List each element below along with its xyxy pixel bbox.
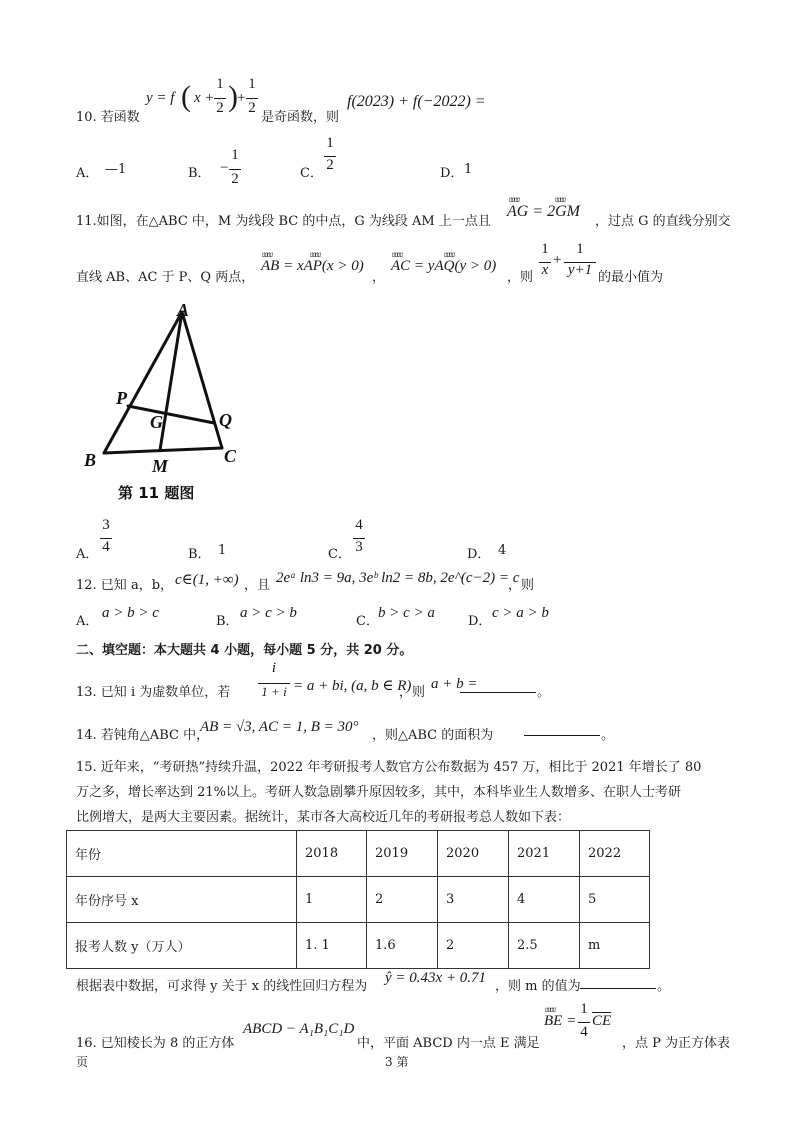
- q16-cube: ABCD − A₁B₁C₁D: [243, 1021, 355, 1037]
- q10-func-y: y = f: [146, 90, 175, 106]
- q16-c: ，点 P 为正方体表: [622, 1036, 731, 1051]
- q15-line3: 比例增大，是两大主要因素。据统计，某市各大高校近几年的考研报考总人数如下表：: [76, 810, 571, 825]
- label-q: Q: [219, 410, 232, 430]
- table-cell: 年份序号 x: [67, 877, 297, 923]
- q15-line2: 万之多，增长率达到 21%以上。考研人数急剧攀升原因较多，其中，本科毕业生人数增多、在职人士考研: [76, 785, 682, 800]
- table-row: [67, 831, 650, 877]
- segment-ac: [182, 312, 222, 448]
- q10-option-d-text: 1: [464, 162, 473, 177]
- q12-option-c-letter: C．: [356, 614, 379, 629]
- q11-line2-a: 直线 AB、AC 于 P、Q 两点，: [76, 270, 255, 285]
- q15-line1: 15. 近年来，“考研热”持续升温，2022 年考研报考人数官方公布数据为 457 万，相比于 2021 年增长了 80: [76, 760, 702, 775]
- table-cell: 报考人数 y（万人）: [67, 923, 297, 969]
- q10-paren-open: (: [181, 80, 191, 113]
- q11-then: ，则: [507, 270, 534, 285]
- q11-plus: +: [553, 252, 562, 268]
- q10-option-d-letter: D．: [440, 166, 464, 181]
- q14-end: 。: [601, 728, 615, 743]
- q13-b: ，则: [399, 685, 426, 700]
- q12-option-b-letter: B．: [216, 614, 239, 629]
- q15-answer-blank[interactable]: [580, 988, 656, 989]
- q10-prefix: 10. 若函数: [76, 110, 140, 125]
- q16-ce: $\overline{CE}$: [592, 1013, 612, 1029]
- q10-option-b-minus: −: [220, 160, 229, 176]
- q11-ac-vector-mark: ﾛﾛﾛﾛ: [392, 251, 402, 259]
- q14-a: 14. 若钝角△ABC 中，: [76, 728, 210, 743]
- q13-end: 。: [537, 685, 551, 700]
- q13-num: i: [271, 660, 277, 676]
- q10-half-num: 1: [216, 76, 224, 92]
- q10-option-b-letter: B．: [188, 166, 211, 181]
- footer-page-number: 3 第: [385, 1055, 409, 1069]
- q15-data-table: [66, 830, 650, 969]
- q11-option-c-num: 4: [355, 517, 363, 533]
- section-heading: 二、填空题：本大题共 4 小题，每小题 5 分，共 20 分。: [76, 643, 413, 658]
- q11-line1-a: 11.如图，在△ABC 中，M 为线段 BC 的中点，G 为线段 AM 上一点且: [76, 214, 491, 229]
- q16-num: 1: [580, 1001, 588, 1017]
- table-cell: 4: [509, 877, 580, 923]
- q11-ac: AC = yAQ(y > 0): [391, 258, 497, 274]
- q10-func-x: x +: [194, 90, 215, 106]
- q16-be: BE =: [544, 1013, 577, 1029]
- q11-f2-num: 1: [576, 241, 584, 257]
- q11-option-b-text: 1: [218, 543, 227, 558]
- q16-b: 中，平面 ABCD 内一点 E 满足: [357, 1036, 540, 1051]
- q11-line1-b: ，过点 G 的直线分别交: [595, 214, 731, 229]
- q12-cond: c∈(1, +∞): [175, 572, 239, 588]
- table-cell: 年份: [67, 831, 297, 877]
- q11-aq-vector-mark: ﾛﾛﾛﾛ: [444, 251, 454, 259]
- table-cell: 2020: [438, 831, 509, 877]
- q12-text: 12. 已知 a，b，: [76, 578, 174, 593]
- q12-option-b-text: a > c > b: [240, 605, 297, 621]
- table-cell: 2.5: [509, 923, 580, 969]
- q11-triangle-figure: [70, 300, 260, 510]
- q11-f2-den: y+1: [567, 262, 593, 278]
- q10-mid: 是奇函数，则: [261, 110, 340, 125]
- q10-half2-num: 1: [248, 76, 256, 92]
- label-g: G: [150, 412, 163, 432]
- q16-a: 16. 已知棱长为 8 的正方体: [76, 1036, 235, 1051]
- q12-option-a-letter: A．: [76, 614, 99, 629]
- q15-after-a: 根据表中数据，可求得 y 关于 x 的线性回归方程为: [76, 979, 368, 994]
- q10-option-b-num: 1: [231, 147, 239, 163]
- q12-text2: ，且: [244, 578, 271, 593]
- q16-bar: [578, 1022, 590, 1023]
- q13-eq: = a + bi, (a, b ∈ R): [293, 678, 412, 694]
- q11-ap-vector-mark: ﾛﾛﾛﾛ: [310, 251, 320, 259]
- q10-half-bar: [214, 98, 226, 99]
- segment-pq: [128, 406, 214, 423]
- table-cell: 5: [580, 877, 650, 923]
- q12-option-d-text: c > a > b: [492, 605, 549, 621]
- label-c: C: [224, 446, 237, 466]
- table-row: [67, 923, 650, 969]
- q11-ag: AG = 2GM: [507, 203, 581, 220]
- q13-answer-blank[interactable]: [460, 692, 536, 693]
- q11-f1-num: 1: [541, 241, 549, 257]
- footer-left: 页: [76, 1055, 89, 1069]
- q11-ab: AB = xAP(x > 0): [261, 258, 364, 274]
- table-cell: m: [580, 923, 650, 969]
- table-row: [67, 877, 650, 923]
- table-cell: 1.6: [367, 923, 438, 969]
- q11-comma1: ，: [372, 270, 386, 285]
- q12-option-d-letter: D．: [468, 614, 492, 629]
- q10-option-c-letter: C．: [300, 166, 323, 181]
- q11-option-d-letter: D．: [467, 547, 491, 562]
- label-m: M: [152, 456, 169, 476]
- q10-option-a-text: —1: [105, 162, 127, 177]
- q11-line2-b: 的最小值为: [598, 270, 664, 285]
- q12-text3: ，则: [508, 578, 535, 593]
- q13-expr: a + b =: [431, 676, 478, 692]
- table-cell: 2018: [297, 831, 367, 877]
- label-b: B: [84, 450, 97, 470]
- q12-eq: 2eᵃ ln3 = 9a, 3eᵇ ln2 = 8b, 2e^(c−2) = c: [276, 570, 520, 586]
- q11-ag-vector-mark: ﾛﾛﾛﾛ: [509, 196, 519, 204]
- q11-option-a-letter: A．: [76, 547, 99, 562]
- q13-den: 1 + i: [261, 684, 287, 699]
- figure-caption: 第 11 题图: [118, 484, 195, 502]
- q10-option-c-den: 2: [326, 157, 334, 173]
- q11-ab-vector-mark: ﾛﾛﾛﾛ: [262, 251, 272, 259]
- q14-answer-blank[interactable]: [524, 735, 600, 736]
- q11-option-a-num: 3: [102, 517, 110, 533]
- q11-option-c-letter: C．: [328, 547, 351, 562]
- q15-regression: ŷ = 0.43x + 0.71: [385, 970, 487, 986]
- label-a: A: [177, 300, 190, 320]
- table-cell: 2021: [509, 831, 580, 877]
- q15-after-b: ，则 m 的值为: [495, 979, 581, 994]
- q11-option-b-letter: B．: [188, 547, 211, 562]
- q14-b: ，则△ABC 的面积为: [372, 728, 494, 743]
- q11-option-c-den: 3: [355, 539, 363, 555]
- table-cell: 2: [438, 923, 509, 969]
- q12-option-a-text: a > b > c: [102, 605, 159, 621]
- q10-option-b-den: 2: [231, 171, 239, 187]
- q11-f1-den: x: [541, 262, 549, 278]
- table-cell: 1: [297, 877, 367, 923]
- q12-option-c-text: b > c > a: [378, 605, 435, 621]
- q11-option-a-den: 4: [102, 539, 110, 555]
- q10-half-den: 2: [216, 100, 224, 116]
- table-cell: 2: [367, 877, 438, 923]
- q11-gm-vector-mark: ﾛﾛﾛﾛ: [555, 196, 565, 204]
- q10-option-a-letter: A．: [76, 166, 99, 181]
- q16-den: 4: [580, 1024, 588, 1040]
- q10-paren-close: ): [228, 80, 238, 113]
- q10-half2-bar: [246, 98, 258, 99]
- table-cell: 3: [438, 877, 509, 923]
- q15-end: 。: [657, 979, 671, 994]
- q10-half2-den: 2: [248, 100, 256, 116]
- q14-expr: AB = √3, AC = 1, B = 30°: [200, 719, 359, 735]
- q10-option-c-num: 1: [326, 135, 334, 151]
- table-cell: 1. 1: [297, 923, 367, 969]
- segment-bc: [104, 448, 222, 453]
- q10-expr: f(2023) + f(−2022) =: [347, 93, 486, 110]
- table-cell: 2019: [367, 831, 438, 877]
- q11-option-d-text: 4: [498, 543, 507, 558]
- q16-be-vector-mark: ﾛﾛﾛﾛ: [545, 1006, 555, 1014]
- q13-a: 13. 已知 i 为虚数单位，若: [76, 685, 231, 700]
- table-cell: 2022: [580, 831, 650, 877]
- q10-plus: +: [237, 90, 246, 106]
- label-p: P: [116, 388, 127, 408]
- q10-option-b-bar: [229, 169, 241, 170]
